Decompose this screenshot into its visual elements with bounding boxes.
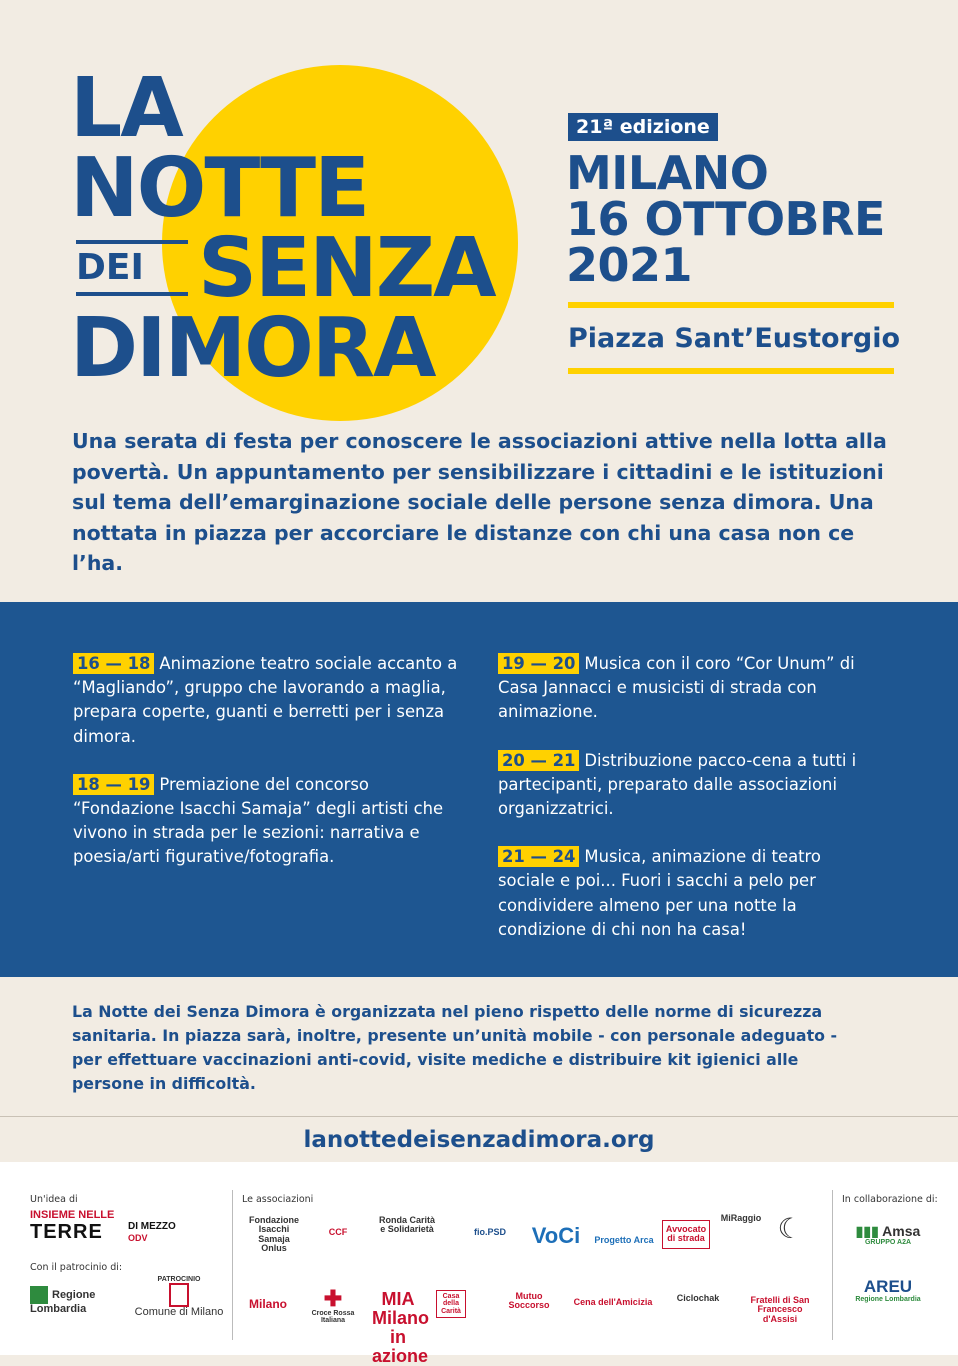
areu-logo: AREU Regione Lombardia [846,1278,930,1303]
association-logo: MiRaggio [720,1213,762,1223]
association-logo: Avvocato di strada [662,1220,710,1249]
program-band [0,602,958,977]
title-notte: NOTTE [70,141,369,236]
association-logo: CCF [328,1227,348,1237]
comune-text: Comune di Milano [134,1306,224,1319]
venue: Piazza Sant’Eustorgio [568,323,901,354]
title-la: LA [70,61,182,156]
association-logo: Progetto Arca [594,1235,654,1245]
coat-of-arms-icon [169,1283,189,1307]
yellow-rule-bottom [568,368,894,374]
association-logo: Ciclochak [676,1293,720,1303]
safety-notice: La Notte dei Senza Dimora è organizzata nel pieno rispetto delle norme di sicurezza sanitaria. In piazza sarà, inoltre, presente un’unità mobile - con personale adeguato - per effettuare vaccinazioni anti-covid, visite mediche e distribuire kit igienici alle persone in difficoltà. [72,1002,838,1093]
year: 2021 [566,238,693,292]
terre-logo-top: INSIEME NELLE [30,1209,115,1221]
program-item [498,652,878,725]
yellow-rule-top [568,302,894,308]
idea-label: Un'idea di [30,1194,78,1205]
title-dei: DEI [76,247,144,288]
patronage-label: Con il patrocinio di: [30,1262,123,1273]
areu-sub: Regione Lombardia [855,1295,921,1303]
time-badge: 20 — 21 [498,750,579,771]
time-badge: 16 — 18 [73,653,154,674]
region-mark-icon [30,1286,48,1304]
association-logo: ✚ Croce Rossa Italiana [300,1288,366,1325]
terre-logo-side: DI MEZZO [128,1221,176,1232]
dei-rule-top [76,240,188,244]
terre-logo-odv: ODV [128,1233,148,1243]
footer-divider-left [232,1190,233,1340]
title-dimora: DIMORA [70,301,435,396]
program-item [498,845,878,942]
date: 16 OTTOBRE [566,192,885,246]
association-logo: fio.PSD [473,1227,506,1237]
amsa-sub: GRUPPO A2A [864,1238,912,1246]
association-logo: Fondazione Isacchi Samaja Onlus [249,1215,299,1254]
terre-di-mezzo-logo [30,1210,180,1243]
red-cross-icon: ✚ [323,1286,343,1311]
association-logo: Cena dell'Amicizia [573,1297,653,1307]
program-text: Distribuzione pacco-cena a tutti i partecipanti, preparato dalle associazioni organizzatrici. [498,750,857,819]
program-item [73,773,473,870]
association-logo: Ronda Carità e Solidarietà [378,1215,435,1235]
program-text: Animazione teatro sociale accanto a “Magliando”, gruppo che lavorando a maglia, prepara coperte, guanti e berretti per i senza dimora. [73,654,458,746]
moon-face-icon: ☾ [777,1213,803,1244]
association-logo: MIA Milano in azione [372,1289,429,1366]
website-link[interactable]: lanottedeisenzadimora.org [303,1127,655,1153]
association-logo: Mutuo Soccorso [508,1291,550,1311]
program-column-left [73,652,473,894]
date-block [566,146,885,292]
terre-logo-main: TERRE [30,1220,103,1243]
amsa-mark-icon: ▮▮▮ [855,1223,879,1239]
footer-divider-right [832,1190,833,1340]
program-item [498,749,878,822]
comune-milano-logo [134,1276,224,1319]
city: MILANO [566,146,769,200]
collab-label: In collaborazione di: [842,1194,938,1205]
program-text: Musica, animazione di teatro sociale e poi... Fuori i sacchi a pelo per condividere almeno per una notte la condizione di chi non ha casa! [498,847,821,939]
association-logo: Fratelli di San Francesco d'Assisi [750,1295,810,1324]
amsa-logo: ▮▮▮ Amsa GRUPPO A2A [846,1224,930,1246]
edition-badge: 21ª edizione [568,113,718,141]
title-senza: SENZA [198,221,495,316]
program-text: Premiazione del concorso “Fondazione Isacchi Samaja” degli artisti che vivono in strada per le sezioni: narrativa e poesia/arti figurative/fotografia. [73,774,444,867]
regione-lombardia-logo: Regione Lombardia [30,1286,120,1316]
time-badge: 18 — 19 [73,774,154,795]
program-item [73,652,473,749]
time-badge: 21 — 24 [498,846,579,867]
association-logo: VoCi [531,1223,581,1248]
program-text: Musica con il coro “Cor Unum” di Casa Jannacci e musicisti di strada con animazione. [498,654,855,722]
program-column-right [498,652,878,966]
dei-rule-bottom [76,292,188,296]
association-logo: Milano [249,1297,287,1311]
intro-text: Una serata di festa per conoscere le associazioni attive nella lotta alla povertà. Un appuntamento per sensibilizzare i cittadini e le istituzioni sul tema dell’emarginazione sociale delle persone senza dimora. Una nottata in piazza per accorciare le distanze con chi una casa non ce l’ha. [72,429,887,575]
divider [0,1116,958,1117]
associations-label: Le associazioni [242,1194,314,1205]
association-logo: Casa della Carità [436,1290,466,1318]
patrocinio-text: PATROCINIO [157,1276,201,1283]
time-badge: 19 — 20 [498,653,579,674]
sponsor-footer [0,1162,958,1366]
